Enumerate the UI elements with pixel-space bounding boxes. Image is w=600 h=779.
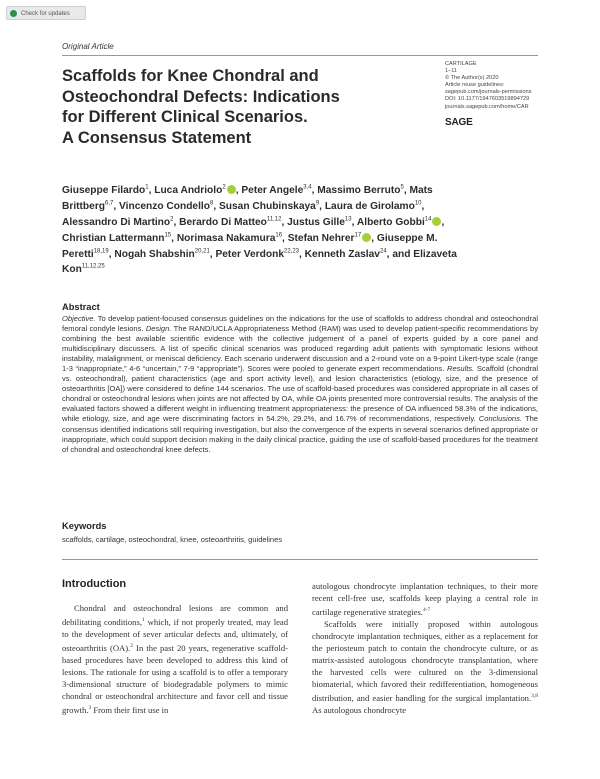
text-run: Scaffolds were initially proposed within autologous chondrocyte implantation techniques, either as a replacement for the periosteum patch to contain the chondrocyte culture, or as matrix-assisted autologous chondrocyte transplantation, where the harvested cells were cultured on the 3-dimensional biomaterial, which favored their redifferentiation, homogeneous distribution, and easier handling for the surgical implantation.	[312, 618, 538, 703]
author-name: Justus Gille	[287, 216, 345, 228]
author-entry	[119, 201, 219, 212]
text-run: From their first use in	[91, 704, 169, 715]
author-entry	[179, 217, 287, 228]
affiliation-ref: 15	[164, 232, 172, 239]
badge-label: Check for updates	[21, 11, 70, 17]
reuse-guidelines-label: Article reuse guidelines:	[445, 82, 505, 89]
author-separator: ,	[173, 216, 180, 228]
author-separator: ,	[113, 201, 120, 213]
author-name: Stefan Nehrer	[287, 232, 355, 244]
permissions-link[interactable]: sagepub.com/journals-permissions	[445, 89, 532, 96]
sage-logo	[445, 117, 473, 128]
author-separator: ,	[209, 248, 216, 260]
author-separator: ,	[299, 248, 305, 260]
author-separator: ,	[441, 216, 445, 228]
author-list	[62, 182, 482, 277]
affiliation-ref: 11,12	[266, 216, 282, 223]
citation-ref[interactable]: 3,8	[531, 692, 538, 699]
author-separator: ,	[171, 232, 177, 244]
paragraph	[312, 581, 538, 617]
author-name: Norimasa Nakamura	[176, 232, 276, 244]
keywords-heading: Keywords	[62, 521, 107, 531]
author-name: Giuseppe Filardo	[62, 185, 146, 197]
abstract-text	[62, 314, 538, 455]
journal-meta	[445, 61, 545, 111]
title-line: A Consensus Statement	[62, 128, 252, 147]
title-line: Osteochondral Defects: Indications	[62, 87, 340, 106]
text-run: Chondral and osteochondral lesions are common and debilitating conditions,	[62, 603, 288, 627]
author-separator: ,	[213, 201, 219, 213]
author-name: Laura de Girolamo	[324, 201, 415, 213]
author-entry	[357, 217, 444, 228]
affiliation-ref: 16	[275, 232, 283, 239]
check-for-updates-badge[interactable]	[6, 6, 86, 20]
affiliation-ref: 13	[344, 216, 352, 223]
author-entry	[219, 201, 325, 212]
check-updates-icon	[10, 10, 17, 17]
author-name: Berardo Di Matteo	[179, 216, 267, 228]
journal-home-link[interactable]: journals.sagepub.com/home/CAR	[445, 103, 529, 110]
author-name: Peter Verdonk	[215, 248, 284, 260]
author-separator: ,	[319, 201, 325, 213]
header-divider	[62, 55, 538, 56]
author-entry	[114, 249, 215, 260]
affiliation-ref: 11,12,25	[81, 263, 105, 270]
title-line: Scaffolds for Knee Chondral and	[62, 67, 319, 85]
author-entry	[62, 233, 177, 244]
affiliation-ref: 24	[379, 248, 387, 255]
author-separator: , and	[386, 248, 414, 260]
author-entry	[62, 217, 179, 228]
text-run: As autologous chondrocyte	[312, 704, 407, 715]
author-entry	[305, 249, 414, 260]
sage-logo-text: SAGE	[445, 117, 473, 128]
design-text: The RAND/UCLA Appropriateness Method (RAM) was used to develop patient-specific recommendations by combining the best available scientific evidence with the collective judgement of a panel of experts guided by a core panel and multidisciplinary discussers. A list of specific clinical scenarios was produced regarding adult patients with symptomatic lesions without instability, malalignment, or meniscal deficiency. Each scenario underwent discussion and a 2-round vote on a 9-point Likert-type scale (range 1-3 “inappropriate,” 4-6 “uncertain,” 7-9 “appropriate”). Scores were pooled to generate expert recommendations.	[62, 324, 539, 374]
conclusions-label: Conclusions.	[478, 414, 523, 424]
author-name: Nogah Shabshin	[114, 248, 195, 260]
author-separator: ,	[421, 201, 425, 213]
author-name: Peter Angele	[241, 185, 304, 197]
author-entry	[62, 185, 154, 196]
author-entry	[287, 217, 357, 228]
body-column-left	[62, 602, 288, 716]
text-run: In the past 20 years, regenerative scaffold-based procedures have been developed to address this kind of lesions. The rationale for using a scaffold is to offer a temporary 3-dimensional structure of biodegradable polymers to mimic chondral or osteochondral architecture and favor cell and tissue growth.	[62, 642, 288, 715]
author-separator: ,	[108, 248, 115, 260]
citation-ref[interactable]: 2	[130, 642, 134, 649]
author-entry	[154, 185, 241, 196]
results-label: Results.	[447, 364, 475, 374]
author-separator: ,	[235, 185, 242, 197]
doi[interactable]: DOI: 10.1177/1947603519894729	[445, 96, 530, 103]
affiliation-ref: 14	[424, 216, 432, 223]
author-name: Vincenzo Condello	[119, 201, 210, 213]
article-title	[62, 66, 362, 148]
affiliation-ref: 8	[209, 200, 214, 207]
affiliation-ref: 3,4	[303, 185, 312, 191]
author-name: Susan Chubinskaya	[219, 201, 316, 213]
author-entry	[241, 185, 317, 196]
results-text: Scaffold (chondral vs. osteochondral), patient characteristics (age and sport activity level), and lesion characteristics (etiology, size, and the presence of osteoarthritis [OA]) were considered to define 144 scenarios. The use of scaffold-based procedures was considered appropriate in all cases of chondral or osteochondral lesions when joints are not affected by OA, while OA joints presented more controversial results. The analysis of the evaluated factors showed a different weight in influencing treatment appropriateness: the presence of OA influenced 58.3% of the indications, while etiology, size, and age were discriminating factors in 54.2%, 29.2%, and 16.7% of recommendations, respectively.	[62, 364, 539, 424]
affiliation-ref: 10	[414, 200, 422, 207]
author-separator: ,	[148, 185, 155, 197]
author-name: Alberto Gobbi	[356, 216, 425, 228]
author-name: Alessandro Di Martino	[62, 216, 171, 228]
author-name: Mats Brittberg	[62, 185, 433, 213]
journal-name: CARTILAGE	[445, 61, 477, 67]
paragraph	[62, 602, 288, 716]
author-entry	[325, 201, 425, 212]
author-name: Giuseppe M. Peretti	[62, 232, 438, 260]
objective-label: Objective.	[62, 314, 96, 323]
paragraph	[312, 618, 538, 716]
author-separator: ,	[371, 232, 377, 244]
author-entry	[215, 249, 304, 260]
design-label: Design.	[145, 324, 172, 334]
affiliation-ref: 22,23	[283, 248, 299, 255]
text-run: autologous chondrocyte implantation techniques, to their more recent cell-free use, scaffolds keep playing a central role in cartilage regenerative strategies.	[312, 581, 538, 617]
objective-text: To develop patient-focused consensus guidelines on the indications for the use of scaffolds to address chondral and osteochondral femoral condyle lesions.	[62, 314, 538, 334]
author-name: Massimo Berruto	[317, 185, 401, 197]
author-separator: ,	[311, 185, 318, 197]
affiliation-ref: 20,21	[194, 248, 210, 255]
copyright: © The Author(s) 2020	[445, 75, 499, 82]
conclusions-text: The consensus identified indications still requiring investigation, but also the convergence of the experts in several scenarios defined appropriate or inappropriate, which could support decision making in the daily clinical practice, guiding the use of scaffold-based procedures for the treatment of chondral and osteochondral knee defects.	[62, 414, 538, 454]
abstract-heading: Abstract	[62, 302, 100, 312]
affiliation-ref: 17	[354, 232, 362, 239]
author-name: Elizaveta Kon	[62, 248, 457, 276]
affiliation-ref: 6,7	[105, 200, 114, 207]
affiliation-ref: 18,19	[93, 248, 109, 255]
introduction-heading: Introduction	[62, 578, 127, 590]
citation-ref[interactable]: 1	[141, 617, 145, 623]
author-name: Christian Lattermann	[62, 232, 165, 244]
author-entry	[288, 233, 377, 244]
text-run: which, if not properly treated, may lead to the development of sever articular defects and, ultimately, of osteoarthritis (OA).	[62, 616, 289, 653]
author-separator: ,	[281, 216, 288, 228]
body-column-right	[312, 580, 538, 716]
author-separator: ,	[351, 216, 357, 228]
title-line: for Different Clinical Scenarios.	[62, 108, 308, 126]
author-entry	[317, 185, 409, 196]
keywords-list: scaffolds, cartilage, osteochondral, knee, osteoarthritis, guidelines	[62, 535, 283, 544]
citation-ref[interactable]: 3	[88, 704, 92, 711]
article-type: Original Article	[62, 42, 114, 51]
author-entry	[177, 233, 288, 244]
affiliation-ref: 9	[315, 200, 320, 207]
citation-ref[interactable]: 4-7	[422, 607, 431, 613]
affiliation-ref: 1	[145, 185, 149, 191]
author-separator: ,	[403, 185, 410, 197]
orcid-icon[interactable]	[362, 233, 371, 242]
page-range: 1–11	[445, 68, 458, 75]
author-name: Luca Andriolo	[154, 185, 223, 197]
affiliation-ref: 2	[222, 185, 226, 191]
affiliation-ref: 5	[400, 185, 404, 191]
orcid-icon[interactable]	[227, 185, 236, 194]
author-name: Kenneth Zaslav	[304, 248, 380, 260]
author-separator: ,	[282, 232, 288, 244]
section-divider	[62, 559, 538, 560]
affiliation-ref: 2	[170, 216, 174, 223]
